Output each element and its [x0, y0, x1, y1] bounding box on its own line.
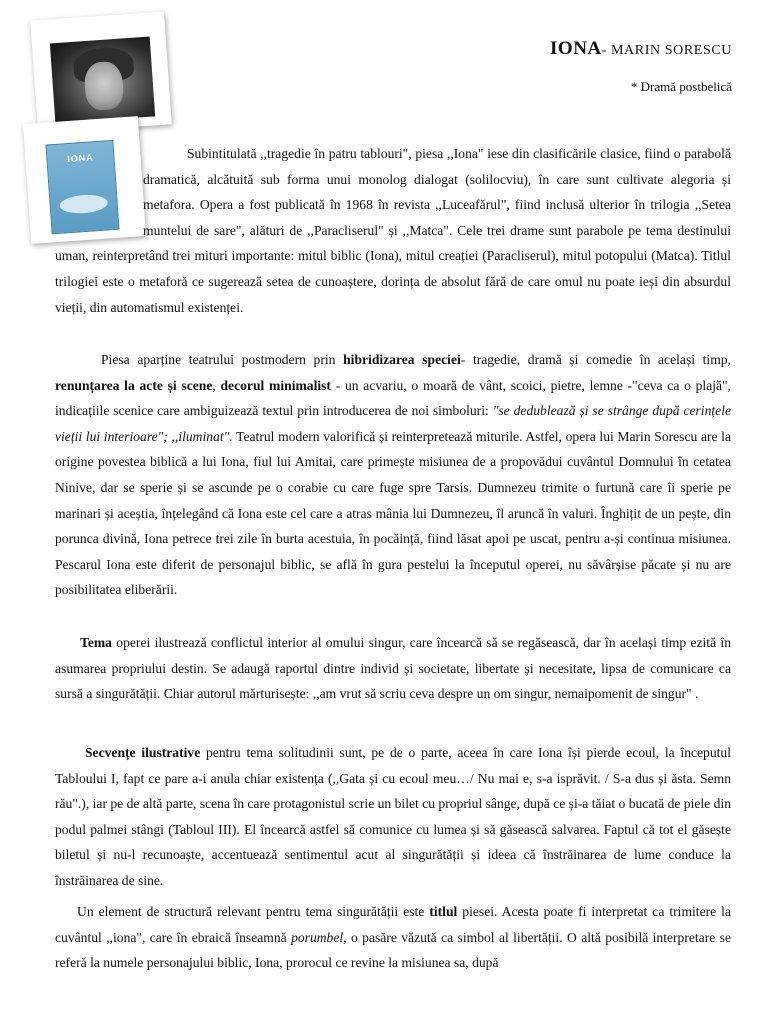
- author-text: - MARIN SORESCU: [601, 43, 732, 58]
- bold-term: decorul minimalist: [220, 377, 331, 393]
- document-subtitle: * Dramă postbelică: [630, 79, 732, 94]
- bold-term: titlul: [429, 904, 458, 919]
- bold-term: Secvențe ilustrative: [85, 745, 201, 760]
- bold-term: Tema: [80, 635, 112, 650]
- text-run: pentru tema solitudinii sunt, pe de o parte, aceea în care Iona își pierde ecoul, la începutul Tabloului I, fapt ce pare a-i anula chiar existența (,,Gata și cu ecoul meu…/ Nu mai e, s-a isprăvit. / S-a dus și ăsta. Semn rău".), iar pe de altă parte, scena în care protagonistul scrie un bilet cu propriul sânge, după ce și-a tăiat o bucată de piele din podul palmei stângi (Tabloul III). El încearcă astfel să comunice cu lumea și să găsească salvarea. Faptul că tot el găsește biletul și nu-l recunoaște, accentuează sentimentul acut al singurătății și ideea că înstrăinarea de lume conduce la înstrăinarea de sine.: [55, 745, 732, 888]
- paragraph-1-text: Subintitulată ,,tragedie în patru tablouri", piesa ,,Iona" iese din clasificările clasice, fiind o parabolă dramatică, alcătuită sub forma unui monolog dialogat (solilocviu), în care sunt cultivate alegoria și metafora. Opera a fost publicată în 1968 în revista ,,Luceafărul", fiind inclusă ulterior în trilogia ,,Setea muntelui de sare", alături de ,,Paracliserul" și ,,Matca". Cele trei drame sunt parabole pe tema destinului uman, reinterpretând trei mituri importante: mitul biblic (Iona), mitul creației (Paracliserul), mitul potopului (Matca). Titlul trilogiei este o metaforă ce sugerează setea de cunoaștere, dorința de absolut fără de care omul nu poate ieși din absurdul vieții, din automatismul existenței.: [55, 146, 731, 315]
- paragraph-5: [55, 899, 731, 976]
- paragraph-2: [55, 347, 731, 603]
- book-cover-title: IONA: [66, 152, 95, 165]
- text-run: Piesa aparține teatrului postmodern prin: [101, 352, 344, 367]
- title-text: IONA: [550, 38, 602, 59]
- text-wrap-spacer: [55, 141, 143, 243]
- text-run: - un acvariu, o moară de vânt, scoici, pietre, lemne -"ceva ca o plajă", indicațiile scenice care ambiguizează textul prin introducerea de noi simboluri:: [55, 377, 732, 419]
- text-run: - tragedie, dramă și comedie în același timp,: [460, 352, 731, 367]
- author-photo: [30, 11, 172, 133]
- italic-term: porumbel: [291, 929, 344, 945]
- text-run: ,: [212, 377, 221, 393]
- paragraph-3: [55, 630, 731, 707]
- author-portrait-image: [50, 37, 155, 124]
- text-run: Un element de structură relevant pentru tema singurătății este: [77, 904, 430, 919]
- text-run: piesei. Acesta poate fi interpretat ca trimitere la cuvântul ,,iona", care în ebraică înseamnă: [55, 904, 731, 945]
- bold-term: renunțarea la acte și scene: [55, 377, 213, 393]
- bold-term: hibridizarea speciei: [343, 352, 461, 367]
- italic-quote: "se dedublează și se strânge după cerințele vieții lui interioare"; ,,iluminat".: [55, 403, 732, 444]
- text-run: Teatrul modern valorifică și reinterpretează miturile. Astfel, opera lui Marin Sorescu are la origine povestea biblică a lui Iona, fiul lui Amitai, care primește misiunea de a propovădui cuvântul Domnului în cetatea Ninive, dar se sperie și se ascunde pe o corabie cu care fuge spre Tarsis. Dumnezeu trimite o furtună care îi sperie pe marinari și aceștia, înțelegând că Iona este cel care a atras mânia lui Dumnezeu, îl aruncă în valuri. Înghițit de un pește, din porunca divină, Iona petrece trei zile în burta acestuia, în pocăință, fiind lăsat apoi pe uscat, pentru a-și continua misiunea. Pescarul Iona este diferit de personajul biblic, se află în gura pestelui la începutul operei, nu săvârșise păcate și nu are posibilitatea eliberării.: [55, 428, 731, 598]
- text-run: operei ilustrează conflictul interior al omului singur, care încearcă să se regăsească, dar în același timp ezită în asumarea propriului destin. Se adaugă raportul dintre individ și societate, libertate și necesitate, lipsa de comunicare ca sursă a singurătății. Chiar autorul mărturisește: ,,am vrut să scriu ceva despre un om singur, nemaipomenit de singur" .: [55, 635, 731, 702]
- paragraph-1: [55, 141, 731, 320]
- document-title: [550, 38, 732, 60]
- paragraph-4: [55, 740, 731, 894]
- text-run: , o pasăre văzută ca simbol al libertății. O altă posibilă interpretare se referă la numele personajului biblic, Iona, prorocul ce revine la misiunea sa, după: [55, 929, 731, 971]
